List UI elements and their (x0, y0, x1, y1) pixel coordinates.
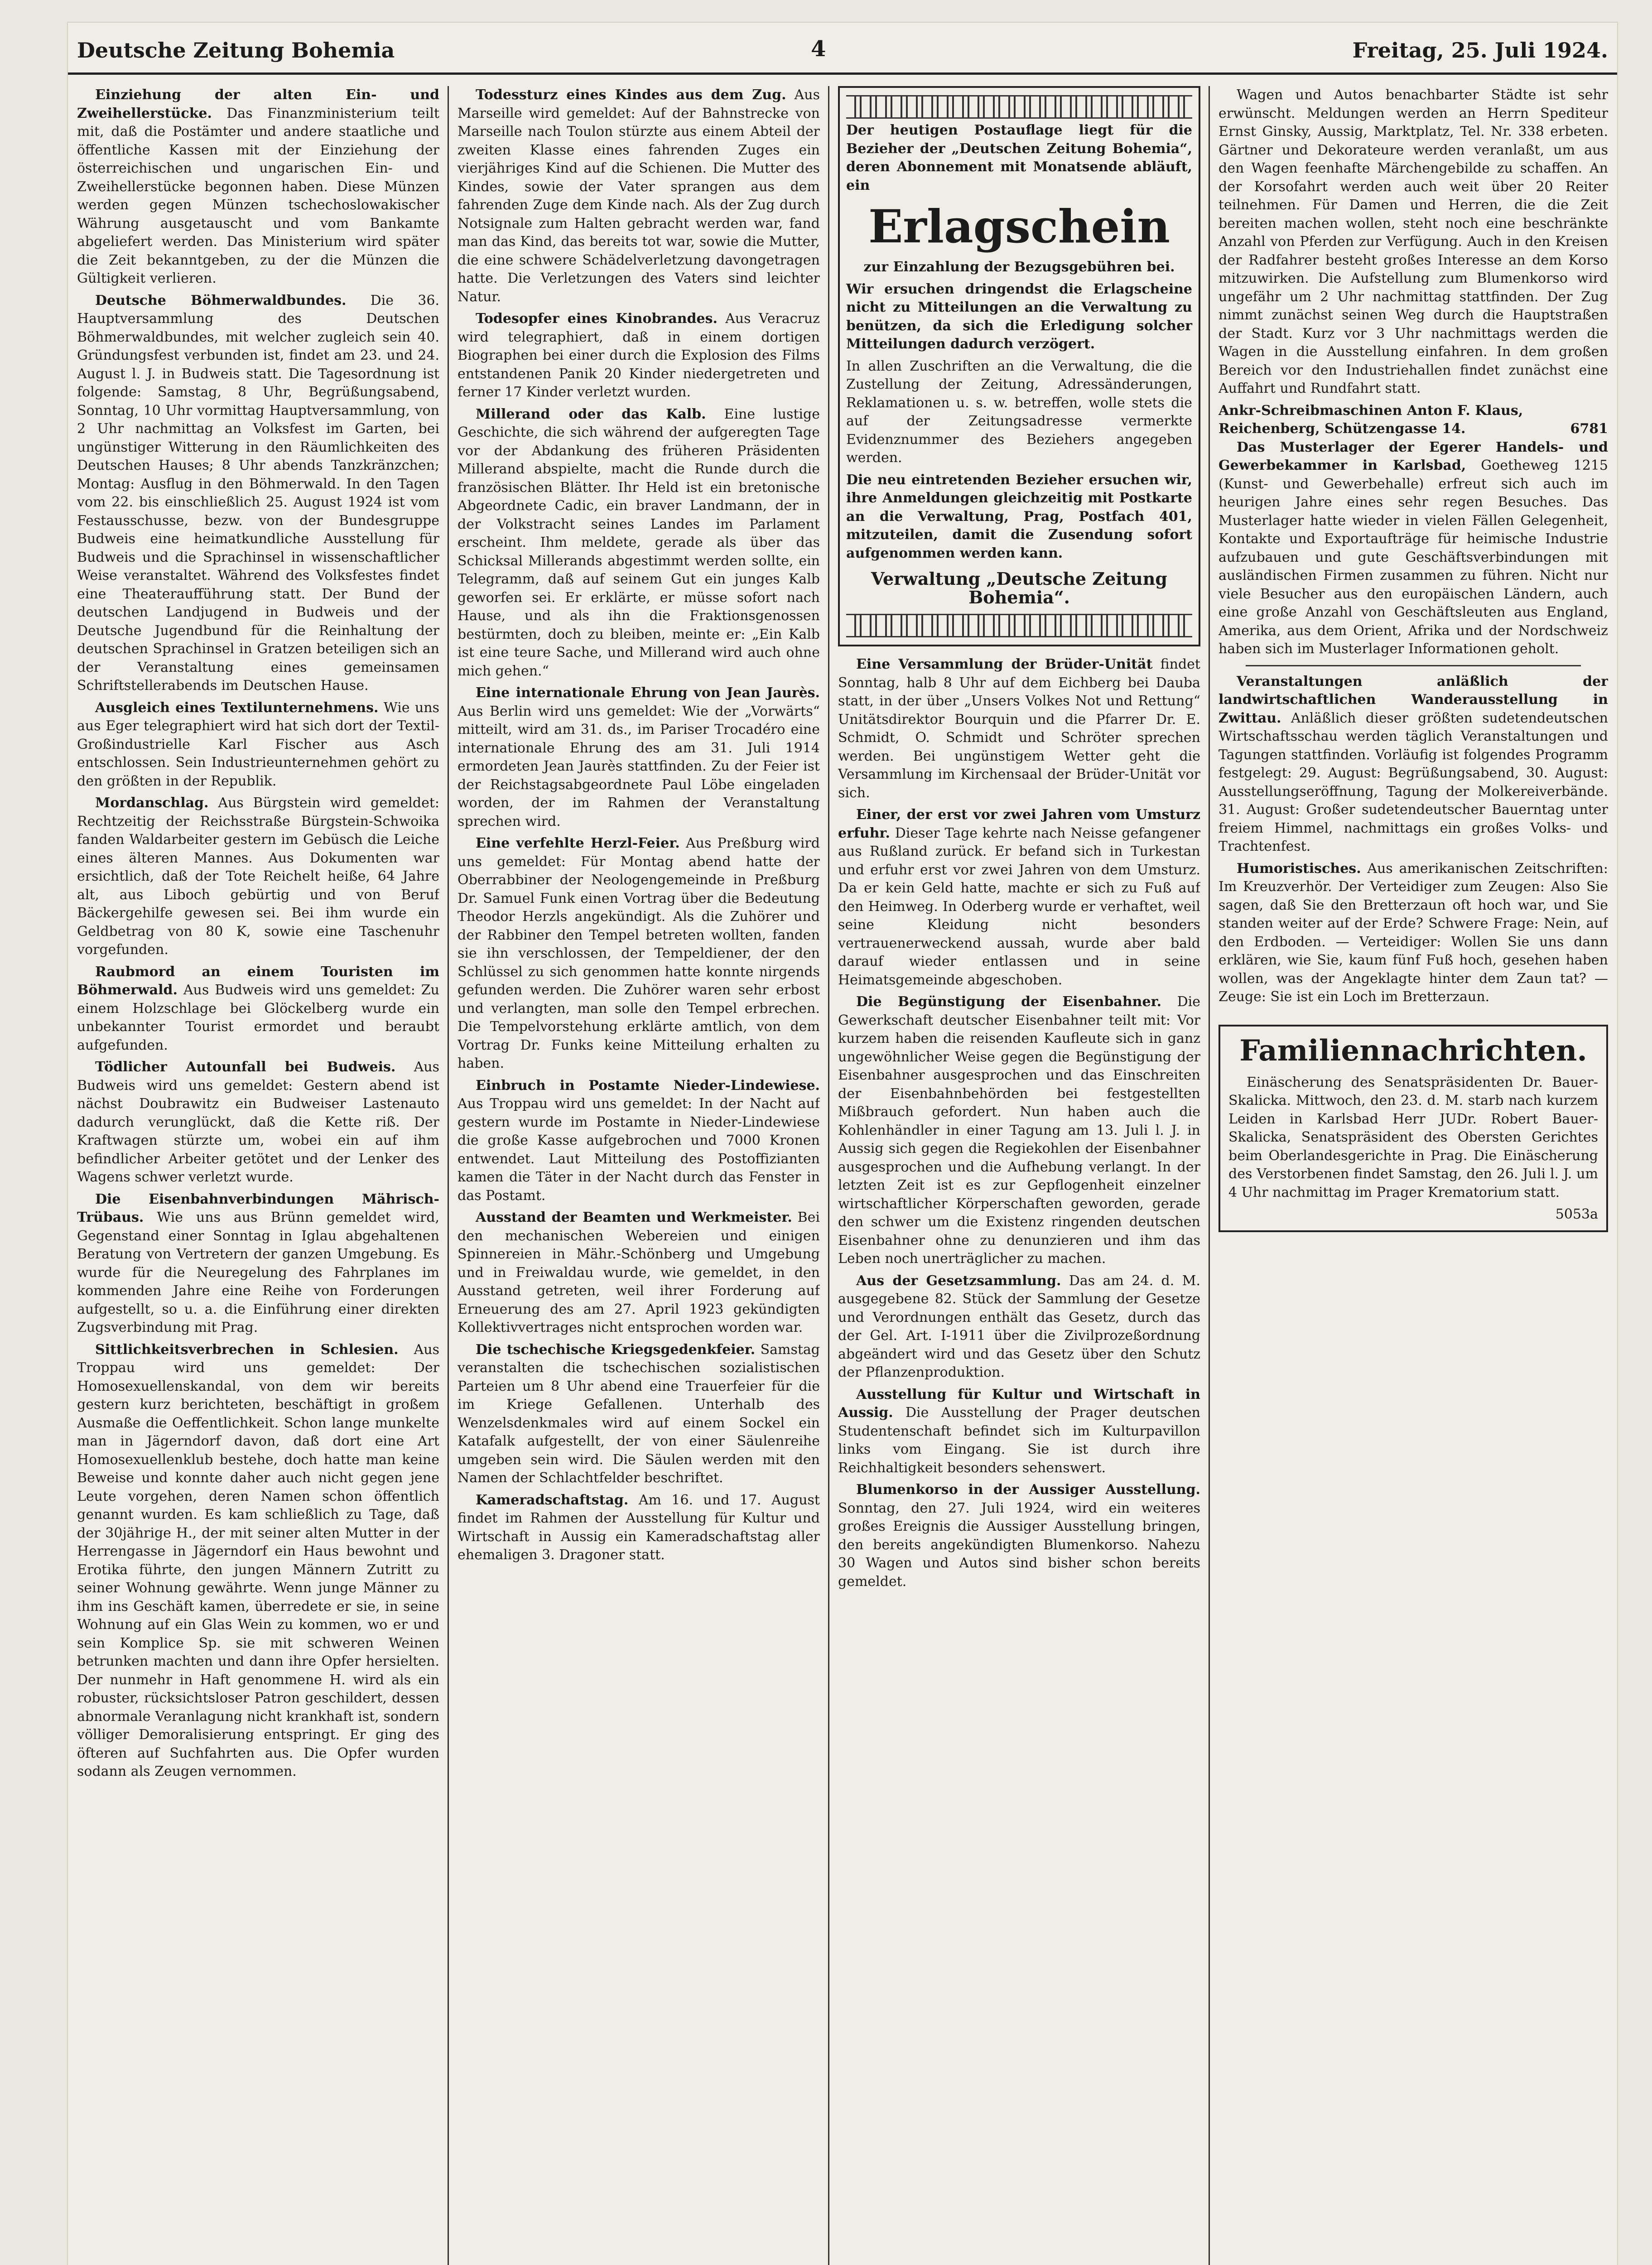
column-divider (448, 86, 449, 2265)
article-heading: Todesopfer eines Kinobrandes. (476, 311, 718, 327)
ad-number: 6781 (1570, 421, 1608, 437)
article-body: findet Sonntag, halb 8 Uhr auf dem Eichberg bei Dauba statt, in der über „Unsers Volkes Not und Rettung“ Unitätsdirektor Bourquin und die Pfarrer Dr. E. Schmidt, O. Schmidt und Schröter sprechen werden. Bei ungünstigem Wetter geht die Versammlung im Kirchensaal der Brüder-Unität vor sich. (838, 656, 1200, 801)
notice-paragraph: In allen Zuschriften an die Verwaltung, die die Zustellung der Zeitung, Adressänderungen, Reklamationen u. s. w. betreffen, wolle stets die auf der Zeitungsadresse vermerkte Evidenznummer des Beziehers angegeben werden. (846, 358, 1192, 466)
notice-title: Erlagschein (868, 200, 1170, 253)
article-heading: Einbruch in Postamte Nieder-Lindewiese. (476, 1077, 820, 1094)
article (77, 794, 439, 959)
article-body: Aus Troppau wird uns gemeldet: Der Homosexuellenskandal, von dem wir bereits gestern kurz berichteten, beschäftigt in großem Ausmaße die Oeffentlichkeit. Schon lange munkelte man in Jägerndorf davon, daß dort eine Art Homosexuellenklub bestehe, doch hatte man keine Beweise und konnte daher auch nicht gegen jene Leute vorgehen, deren Namen schon öffentlich genannt wurden. Es kam schließlich zu Tage, daß der 30jährige H., der mit seiner alten Mutter in der Herrengasse in Jägerndorf ein Haus bewohnt und Erotika führte, den jungen Männern Zutritt zu seiner Wohnung gewährte. Wenn junge Männer zu ihm ins Geschäft kamen, überredete er sie, in seine Wohnung auf ein Glas Wein zu kommen, wo er und sein Komplice Sp. sie mit schweren Weinen betrunken machten und dann ihre Opfer hersielten. Der nunmehr in Haft genommene H. wird als ein robuster, rücksichtsloser Patron geschildert, dessen abnormale Veranlagung nicht krankhaft ist, sondern völliger Demoralisierung entspringt. Er ging des öfteren auf Suchfahrten aus. Die Opfer wurden sodann als Zeugen vernommen. (77, 1341, 439, 1779)
article-heading: Deutsche Böhmerwaldbundes. (95, 292, 347, 308)
article-body: Aus Veracruz wird telegraphiert, daß in einem dortigen Biographen bei einer durch die Explosion des Films entstandenen Panik 20 Kinder niedergetreten und ferner 17 Kinder verletzt wurden. (458, 311, 820, 400)
article-heading: Sittlichkeitsverbrechen in Schlesien. (95, 1341, 399, 1358)
article (77, 86, 439, 288)
article-heading: Veranstaltungen anläßlich der landwirtschaftlichen Wanderausstellung in Zwittau. (1219, 673, 1608, 726)
column-2 (458, 86, 820, 2265)
article (77, 292, 439, 695)
article-body: Das Finanzministerium teilt mit, daß die Postämter und andere staatliche und öffentliche Kassen mit der Einziehung der österreichischen und ungarischen Ein- und Zweihellerstücke begonnen haben. Diese Münzen werden gegen Münzen tschechoslowakischer Währung ausgetauscht und vom Bankamte abgeliefert werden. Das Ministerium wird später die Zeit bekanntgeben, zu der die Münzen die Gültigkeit verlieren. (77, 105, 439, 286)
article-heading: Raubmord an einem Touristen im Böhmerwald. (77, 964, 439, 998)
column-1 (77, 86, 439, 2265)
article-heading: Die Eisenbahnverbindungen Mährisch-Trübaus. (77, 1191, 439, 1225)
article (77, 1058, 439, 1187)
ad-address: Reichenberg, Schützengasse 14. (1219, 421, 1466, 437)
article-heading: Ausstand der Beamten und Werkmeister. (476, 1210, 792, 1225)
article (77, 1190, 439, 1337)
article (458, 684, 820, 831)
notice-subtitle: zur Einzahlung der Bezugsgebühren bei. (863, 259, 1175, 275)
article-heading: Mordanschlag. (95, 795, 209, 811)
notice-paragraph: Wir ersuchen dringendst die Erlagscheine nicht zu Mitteilungen an die Verwaltung zu benützen, da sich die Erledigung solcher Mitteilungen dadurch verzögert. (846, 281, 1192, 352)
subscription-notice (838, 86, 1200, 646)
article-heading: Eine Versammlung der Brüder-Unität (856, 656, 1153, 672)
article-body: Aus Berlin wird uns gemeldet: Wie der „Vorwärts“ mitteilt, wird am 31. ds., im Pariser Trocadéro eine internationale Ehrung des am 31. Juli 1914 ermordeten Jean Jaurès stattfinden. Zu der Feier ist der Reichstagsabgeordnete Paul Löbe eingeladen worden, der im Rahmen der Veranstaltung sprechen wird. (458, 703, 820, 829)
article-heading: Kameradschaftstag. (476, 1492, 629, 1508)
article-body: Bei den mechanischen Webereien und einigen Spinnereien in Mähr.-Schönberg und Umgebung und in Freiwaldau wurde, wie gemeldet, in den Ausstand getreten, weil ihrer Forderung auf Erneuerung des am 27. April 1923 gekündigten Kollektivvertrages nicht entsprochen worden war. (458, 1210, 820, 1335)
ad-name: Ankr-Schreibmaschinen Anton F. Klaus, (1219, 402, 1523, 419)
article-body: Aus Bürgstein wird gemeldet: Rechtzeitig der Reichsstraße Bürgstein-Schwoika fanden Waldarbeiter gestern im Gebüsch die Leiche eines älteren Mannes. Aus Dokumenten war ersichtlich, daß der Tote Reichelt heiße, 64 Jahre alt, aus Liboch gebürtig und von Beruf Bäckergehilfe gewesen sei. Bei ihm wurde ein Geldbetrag von 80 K, sowie eine Taschenuhr vorgefunden. (77, 795, 439, 958)
article (838, 655, 1200, 802)
article-body: Aus Preßburg wird uns gemeldet: Für Montag abend hatte der Oberrabbiner der Neologengemeinde in Preßburg Dr. Samuel Funk einen Vortrag über die Bedeutung Theodor Herzls angekündigt. Als die Zuhörer und der Rabbiner den Tempel betreten wollten, fanden sie ihn verschlossen, der Tempeldiener, der den Schlüssel zu sich genommen hatte konnte nirgends gefunden werden. Die Zuhörer waren sehr erbost und verlangten, man solle den Tempel erbrechen. Die Tempelvorstehung erklärte amtlich, von dem Vortrag Dr. Funks keine Mitteilung erhalten zu haben. (458, 835, 820, 1071)
column-divider (828, 86, 829, 2265)
article-heading: Eine verfehlte Herzl-Feier. (476, 835, 680, 851)
family-notice-text: Einäscherung des Senatspräsidenten Dr. Bauer-Skalicka. Mittwoch, den 23. d. M. starb nach kurzem Leiden in Karlsbad Herr JUDr. Robert Bauer-Skalicka, Senatspräsident des Obersten Gerichtes beim Oberlandesgerichte in Prag. Die Einäscherung des Verstorbenen findet Samstag, den 26. Juli l. J. um 4 Uhr nachmittag im Prager Krematorium statt. (1228, 1074, 1598, 1200)
article-body: Aus Budweis wird uns gemeldet: Gestern abend ist nächst Doubrawitz ein Budweiser Lastenauto dadurch verunglückt, daß die Kette riß. Der Kraftwagen stürzte um, wobei ein auf ihm befindlicher Arbeiter getötet und der Lenker des Wagens schwer verletzt wurde. (77, 1059, 439, 1185)
advertisement (1219, 402, 1608, 439)
article (458, 1209, 820, 1337)
article-heading: Tödlicher Autounfall bei Budweis. (95, 1059, 396, 1075)
column-4 (1219, 86, 1608, 2265)
article-body: Sonntag, den 27. Juli 1924, wird ein weiteres großes Ereignis die Aussiger Ausstellung bringen, den bereits angekündigten Blumenkorso. Nahezu 30 Wagen und Autos sind bisher schon bereits gemeldet. (838, 1500, 1200, 1590)
family-notices-title: Familiennachrichten. (1239, 1033, 1587, 1068)
article-heading: Die tschechische Kriegsgedenkfeier. (476, 1341, 756, 1358)
notice-signature: Verwaltung „Deutsche Zeitung Bohemia“. (871, 569, 1168, 607)
article-heading: Humoristisches. (1237, 860, 1361, 877)
column-3 (838, 86, 1200, 2265)
article-heading: Eine internationale Ehrung von Jean Jaurès. (476, 685, 820, 701)
section-divider (1246, 665, 1581, 666)
article-body: Anläßlich dieser größten sudetendeutschen Wirtschaftsschau werden täglich Veranstaltungen und Tagungen stattfinden. Vorläufig ist folgendes Programm festgelegt: 29. August: Begrüßungsabend, 30. August: Ausstellungseröffnung, Tagung der Molkereiverbände. 31. August: Großer sudetendeutscher Bauerntag unter freiem Himmel, nachmittags ein großes Volks- und Trachtenfest. (1219, 710, 1608, 854)
article-body: Die Ausstellung der Prager deutschen Studentenschaft befindet sich im Kulturpavillon links vom Eingang. Sie ist durch ihre Reichhaltigkeit besonders sehenswert. (838, 1405, 1200, 1476)
article (458, 86, 820, 306)
issue-date: Freitag, 25. Juli 1924. (1352, 38, 1608, 63)
article-body: Aus Troppau wird uns gemeldet: In der Nacht auf gestern wurde im Postamte in Nieder-Lindewiese die große Kasse aufgebrochen und 7000 Kronen entwendet. Laut Mitteilung des Postoffizianten kamen die Täter in der Nacht durch das Fenster in das Postamt. (458, 1096, 820, 1204)
article-body: Am 16. und 17. August findet im Rahmen der Ausstellung für Kultur und Wirtschaft in Aussig ein Kameradschaftstag aller ehemaligen 3. Dragoner statt. (458, 1492, 820, 1563)
article (77, 1341, 439, 1781)
column-divider (1209, 86, 1210, 2265)
article-body: Das am 24. d. M. ausgegebene 82. Stück der Sammlung der Gesetze und Verordnungen enthält das Gesetz, durch das der Gel. Art. I-1911 über die Zivilprozeßordnung abgeändert wird und das Gesetz über den Schutz der Pflanzenproduktion. (838, 1272, 1200, 1380)
article-heading: Ausstellung für Kultur und Wirtschaft in Aussig. (838, 1386, 1200, 1421)
article-body: Die 36. Hauptversammlung des Deutschen Böhmerwaldbundes, mit welcher zugleich sein 40. Gründungsfest verbunden ist, findet am 23. und 24. August l. J. in Budweis statt. Die Tagesordnung ist folgende: Samstag, 8 Uhr, Begrüßungsabend, Sonntag, 10 Uhr vormittag Hauptversammlung, von 2 Uhr nachmittag an Volksfest im Garten, bei ungünstiger Witterung in den Räumlichkeiten des Deutschen Hauses; 8 Uhr abends Tanzkränzchen; Montag: Ausflug in den Böhmerwald. In den Tagen vom 22. bis einschließlich 25. August 1924 ist vom Festausschusse, bezw. von der Bundesgruppe Budweis eine heimatkundliche Ausstellung für Budweis und die Sprachinsel in wissenschaftlicher Weise veranstaltet. Während des Volksfestes findet eine Theateraufführung statt. Der Bund der deutschen Landjugend in Budweis und der Deutsche Jugendbund für die Reinhaltung der deutschen Sprachinsel in Gratzen beteiligen sich an der Veranstaltung eines gemeinsamen Schriftstellerabends im Deutschen Hause. (77, 292, 439, 694)
article-heading: Das Musterlager der Egerer Handels- und Gewerbekammer in Karlsbad, (1219, 439, 1608, 473)
ornament-border (846, 614, 1192, 637)
notice-paragraph: Die neu eintretenden Bezieher ersuchen wir, ihre Anmeldungen gleichzeitig mit Postkarte an die Verwaltung, Prag, Postfach 401, mitzuteilen, damit die Zusendung sofort aufgenommen werden kann. (846, 472, 1192, 561)
article (838, 993, 1200, 1268)
article-body: Goetheweg 1215 (Kunst- und Gewerbehalle) erfreut sich auch im heurigen Jahre eines sehr regen Besuches. Das Musterlager hatte wieder in vielen Fällen Gelegenheit, Kontakte und Exportaufträge für heimische Industrie aufzubauen und gute Geschäftsverbindungen mit ausländischen Firmen zusammen zu führen. Nicht nur viele Besucher aus den europäischen Ländern, auch eine große Anzahl von Geschäftsleuten aus England, Amerika, aus dem Orient, Afrika und der Nordschweiz haben sich im Musterlager Informationen geholt. (1219, 458, 1608, 657)
article (77, 699, 439, 791)
article (458, 1491, 820, 1565)
article-continuation: Wagen und Autos benachbarter Städte ist sehr erwünscht. Meldungen werden an Herrn Spediteur Ernst Ginsky, Aussig, Marktplatz, Tel. Nr. 338 erbeten. Gärtner und Dekorateure werden veranlaßt, um aus den Wagen feenhafte Märchengebilde zu schaffen. An der Korsofahrt werden auch weit über 20 Reiter teilnehmen. Für Damen und Herren, die die Zeit bereiten machen wollen, steht noch eine beschränkte Anzahl von Pferden zur Verfügung. Auch in den Kreisen der Radfahrer besteht großes Interesse an dem Korso mitzuwirken. Die Aufstellung zum Blumenkorso wird ungefähr um 2 Uhr nachmittag stattfinden. Der Zug nimmt zunächst seinen Weg durch die Hauptstraßen der Stadt. Kurz vor 3 Uhr nachmittags werden die Wagen in die Ausstellung einfahren. In dem großen Bereich vor den Industriehallen findet zunächst eine Auffahrt und Rundfahrt statt. (1219, 87, 1608, 396)
article (838, 1272, 1200, 1382)
article (458, 1077, 820, 1205)
newspaper-name: Deutsche Zeitung Bohemia (77, 38, 395, 63)
article-heading: Einer, der erst vor zwei Jahren vom Umsturz erfuhr. (838, 807, 1200, 841)
article-body: Wie uns aus Eger telegraphiert wird hat sich dort der Textil-Großindustrielle Karl Fischer aus Asch entschlossen. Sein Industrieunternehmen gehört zu den größten in der Republik. (77, 699, 439, 789)
notice-intro: Der heutigen Postauflage liegt für die Bezieher der „Deutschen Zeitung Bohemia“, deren Abonnement mit Monatsende abläuft, ein (846, 122, 1192, 193)
article (838, 1481, 1200, 1591)
article-body: Dieser Tage kehrte nach Neisse gefangener aus Rußland zurück. Er befand sich in Turkestan und erfuhr erst vor zwei Jahren von dem Umsturz. Da er kein Geld hatte, machte er sich zu Fuß auf den Heimweg. In Oderberg wurde er verhaftet, weil seine Kleidung nicht besonders vertrauenerweckend aussah, wurde aber bald darauf wieder entlassen und in seine Heimatsgemeinde abgeschoben. (838, 825, 1200, 988)
notice-code: 5053a (1555, 1206, 1598, 1222)
newspaper-page (68, 23, 1617, 2265)
article-heading: Die Begünstigung der Eisenbahner. (856, 994, 1162, 1010)
article-heading: Einziehung der alten Ein- und Zweihellerstücke. (77, 87, 439, 121)
article-body: Die Gewerkschaft deutscher Eisenbahner teilt mit: Vor kurzem haben die reisenden Kaufleute sich in ganz ungewöhnlicher Weise gegen die Begünstigung der Eisenbahner ausgesprochen und das Einschreiten der Eisenbahnbehörden bei festgestellten Mißbrauch gefordert. Nun haben auch die Kohlenhändler in einer Tagung am 13. Juli l. J. in Aussig sich gegen die Regiekohlen der Eisenbahner ausgesprochen und die Aufhebung verlangt. In der letzten Zeit ist es zur Gepflogenheit einzelner wirtschaftlicher Körperschaften geworden, gerade den schwer um die Existenz ringenden deutschen Eisenbahner ohne zu denunzieren und ihm das Leben noch unerträglicher zu machen. (838, 994, 1200, 1267)
article (458, 405, 820, 681)
column-3-articles (838, 655, 1200, 1591)
article-body: Eine lustige Geschichte, die sich während der aufgeregten Tage vor der Abdankung des früheren Präsidenten Millerand abspielte, macht die Runde durch die französischen Blätter. Ihr Held ist ein bretonische Abgeordnete Cadic, ein braver Landmann, der in der Volkstracht seines Landes im Parlament erscheint. Ihm meldete, gerade als über das Schicksal Millerands abgestimmt werden sollte, ein Telegramm, daß auf seinem Gut ein junges Kalb geworfen sei. Er erklärte, er müsse sofort nach Hause, und als ihn die Fraktionsgenossen bestürmten, doch zu bleiben, meinte er: „Ein Kalb ist eine teure Sache, und Millerand wird auch ohne mich gehen.“ (458, 406, 820, 679)
article-body: Samstag veranstalten die tschechischen sozialistischen Parteien um 8 Uhr abend eine Trauerfeier für die im Kriege Gefallenen. Unterhalb des Wenzelsdenkmales wird auf einem Sockel ein Katafalk aufgestellt, der von einer Säulenreihe umgeben sein wird. Die Säulen werden mit den Namen der Schlachtfelder beschriftet. (458, 1341, 820, 1486)
article-body: Aus Marseille wird gemeldet: Auf der Bahnstrecke von Marseille nach Toulon stürzte aus einem Abteil der zweiten Klasse eines fahrenden Zuges ein vierjähriges Kind auf die Schienen. Die Mutter des Kindes, sowie der Vater sprangen aus dem fahrenden Zuge dem Kinde nach. Als der Zug durch Notsignale zum Halten gebracht werden war, fand man das Kind, das bereits tot war, sowie die Mutter, die eine schwere Schädelverletzung davongetragen hatte. Die Verletzungen des Vaters sind leichter Natur. (458, 87, 820, 305)
page-number: 4 (811, 36, 826, 62)
masthead (68, 23, 1617, 75)
article-heading: Todessturz eines Kindes aus dem Zug. (476, 87, 786, 103)
article-heading: Blumenkorso in der Aussiger Ausstellung. (856, 1482, 1200, 1498)
family-notices-box (1219, 1025, 1608, 1232)
article (838, 806, 1200, 989)
article-body: Aus amerikanischen Zeitschriften: Im Kreuzverhör. Der Verteidiger zum Zeugen: Also Sie sagen, daß Sie den Bretterzaun oft hoch war, und Sie standen weiter auf der Erde? Schwere Frage: Nein, auf den Erdboden. — Verteidiger: Wollen Sie uns dann erklären, wie Sie, kaum fünf Fuß hoch, gesehen haben wollen, was der Angeklagte hinter dem Zaun tat? — Zeuge: Sie ist ein Loch im Bretterzaun. (1219, 860, 1608, 1005)
article-heading: Millerand oder das Kalb. (476, 406, 706, 422)
article (458, 310, 820, 402)
article (458, 1341, 820, 1488)
article-heading: Ausgleich eines Textilunternehmens. (95, 699, 379, 716)
article (77, 963, 439, 1055)
article (838, 1386, 1200, 1478)
ornament-border (846, 95, 1192, 119)
article-body: Wie uns aus Brünn gemeldet wird, Gegenstand einer Sonntag in Iglau abgehaltenen Beratung von Vertretern der ganzen Umgebung. Es wurde für die Neuregelung des Fahrplanes im kommenden Jahre eine Reihe von Forderungen aufgestellt, so u. a. die Einführung einer direkten Zugsverbindung mit Prag. (77, 1210, 439, 1335)
article-heading: Aus der Gesetzsammlung. (856, 1272, 1061, 1289)
article (458, 834, 820, 1073)
article-body: Aus Budweis wird uns gemeldet: Zu einem Holzschlage bei Glöckelberg wurde ein unbekannter Tourist ermordet und beraubt aufgefunden. (77, 982, 439, 1053)
